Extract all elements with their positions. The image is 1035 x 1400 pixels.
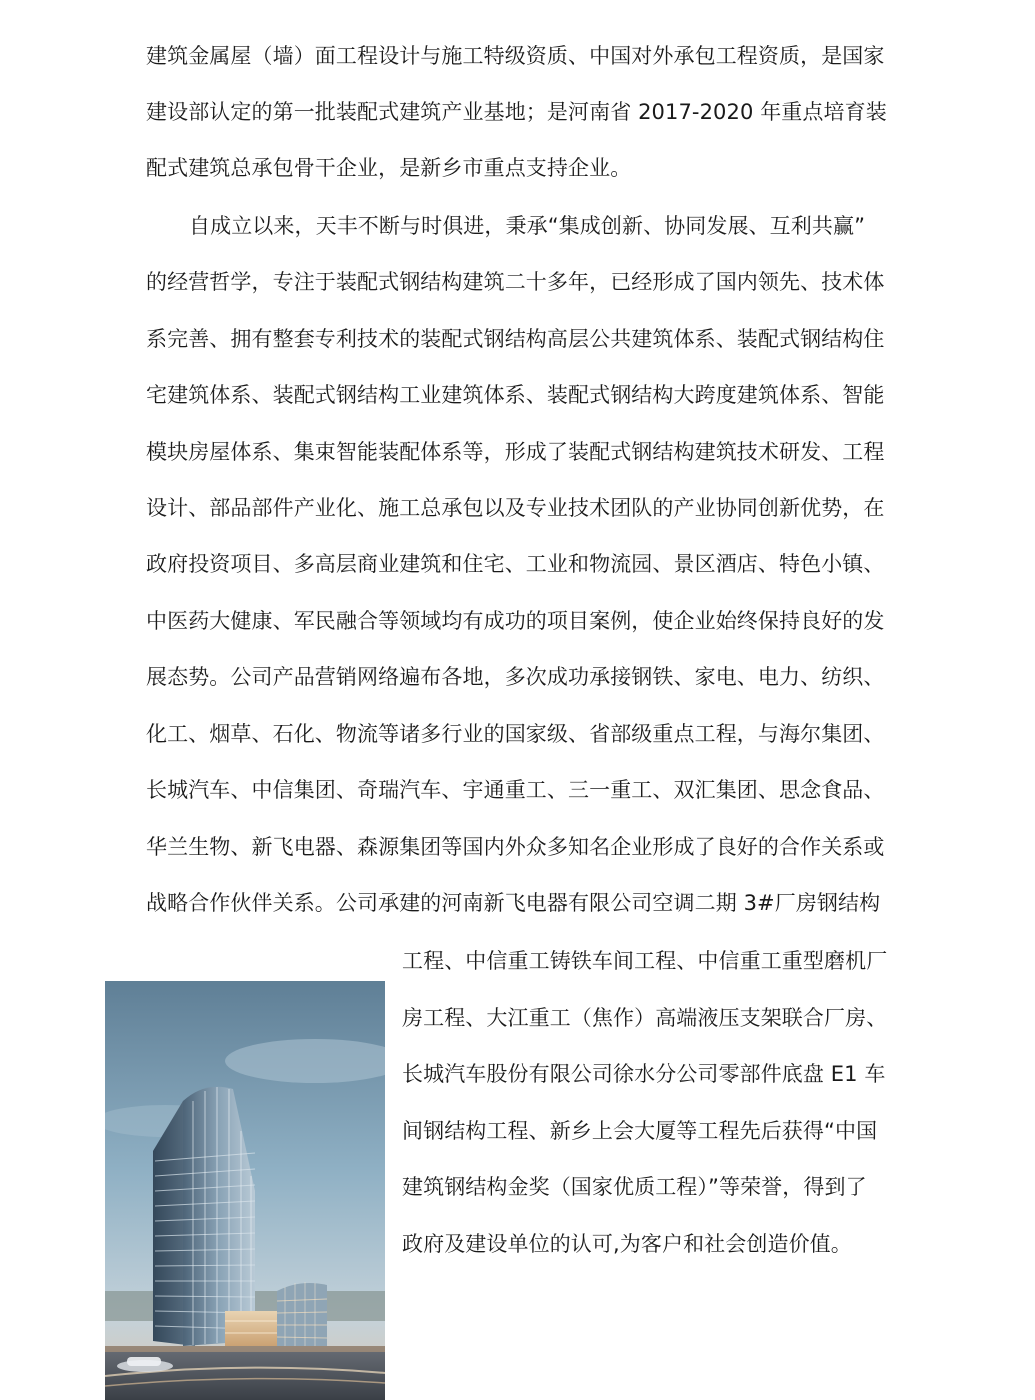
paragraph2-line: 宅建筑体系、装配式钢结构工业建筑体系、装配式钢结构大跨度建筑体系、智能	[146, 383, 885, 407]
paragraph1-line: 建筑金属屋（墙）面工程设计与施工特级资质、中国对外承包工程资质，是国家	[146, 44, 885, 68]
paragraph2-line: 政府投资项目、多高层商业建筑和住宅、工业和物流园、景区酒店、特色小镇、	[146, 552, 885, 576]
paragraph2-wrap-line: 工程、中信重工铸铁车间工程、中信重工重型磨机厂	[402, 949, 888, 973]
paragraph2-line: 化工、烟草、石化、物流等诸多行业的国家级、省部级重点工程，与海尔集团、	[146, 722, 885, 746]
building-photo	[105, 981, 385, 1400]
paragraph2-line: 模块房屋体系、集束智能装配体系等，形成了装配式钢结构建筑技术研发、工程	[146, 440, 885, 464]
paragraph2-wrap-line: 间钢结构工程、新乡上会大厦等工程先后获得“中国	[402, 1119, 878, 1143]
paragraph2-wrap-line: 房工程、大江重工（焦作）高端液压支架联合厂房、	[402, 1006, 888, 1030]
paragraph2-wrap-line: 政府及建设单位的认可,为客户和社会创造价值。	[402, 1232, 852, 1256]
paragraph1-line: 建设部认定的第一批装配式建筑产业基地；是河南省 2017-2020 年重点培育装	[146, 100, 887, 124]
paragraph2-line: 的经营哲学，专注于装配式钢结构建筑二十多年，已经形成了国内领先、技术体	[146, 270, 885, 294]
paragraph2-line: 战略合作伙伴关系。公司承建的河南新飞电器有限公司空调二期 3#厂房钢结构	[146, 891, 881, 915]
paragraph2-line: 长城汽车、中信集团、奇瑞汽车、宇通重工、三一重工、双汇集团、思念食品、	[146, 778, 885, 802]
paragraph2-line: 华兰生物、新飞电器、森源集团等国内外众多知名企业形成了良好的合作关系或	[146, 835, 885, 859]
paragraph1-line: 配式建筑总承包骨干企业，是新乡市重点支持企业。	[146, 156, 632, 180]
paragraph2-line: 自成立以来，天丰不断与时俱进，秉承“集成创新、协同发展、互利共赢”	[189, 214, 866, 238]
paragraph2-line: 设计、部品部件产业化、施工总承包以及专业技术团队的产业协同创新优势，在	[146, 496, 885, 520]
paragraph2-wrap-line: 长城汽车股份有限公司徐水分公司零部件底盘 E1 车	[402, 1062, 886, 1086]
paragraph2-line: 展态势。公司产品营销网络遍布各地，多次成功承接钢铁、家电、电力、纺织、	[146, 665, 885, 689]
paragraph2-wrap-line: 建筑钢结构金奖（国家优质工程）”等荣誉，得到了	[402, 1175, 867, 1199]
paragraph2-line: 中医药大健康、军民融合等领域均有成功的项目案例，使企业始终保持良好的发	[146, 609, 885, 633]
paragraph2-line: 系完善、拥有整套专利技术的装配式钢结构高层公共建筑体系、装配式钢结构住	[146, 327, 885, 351]
